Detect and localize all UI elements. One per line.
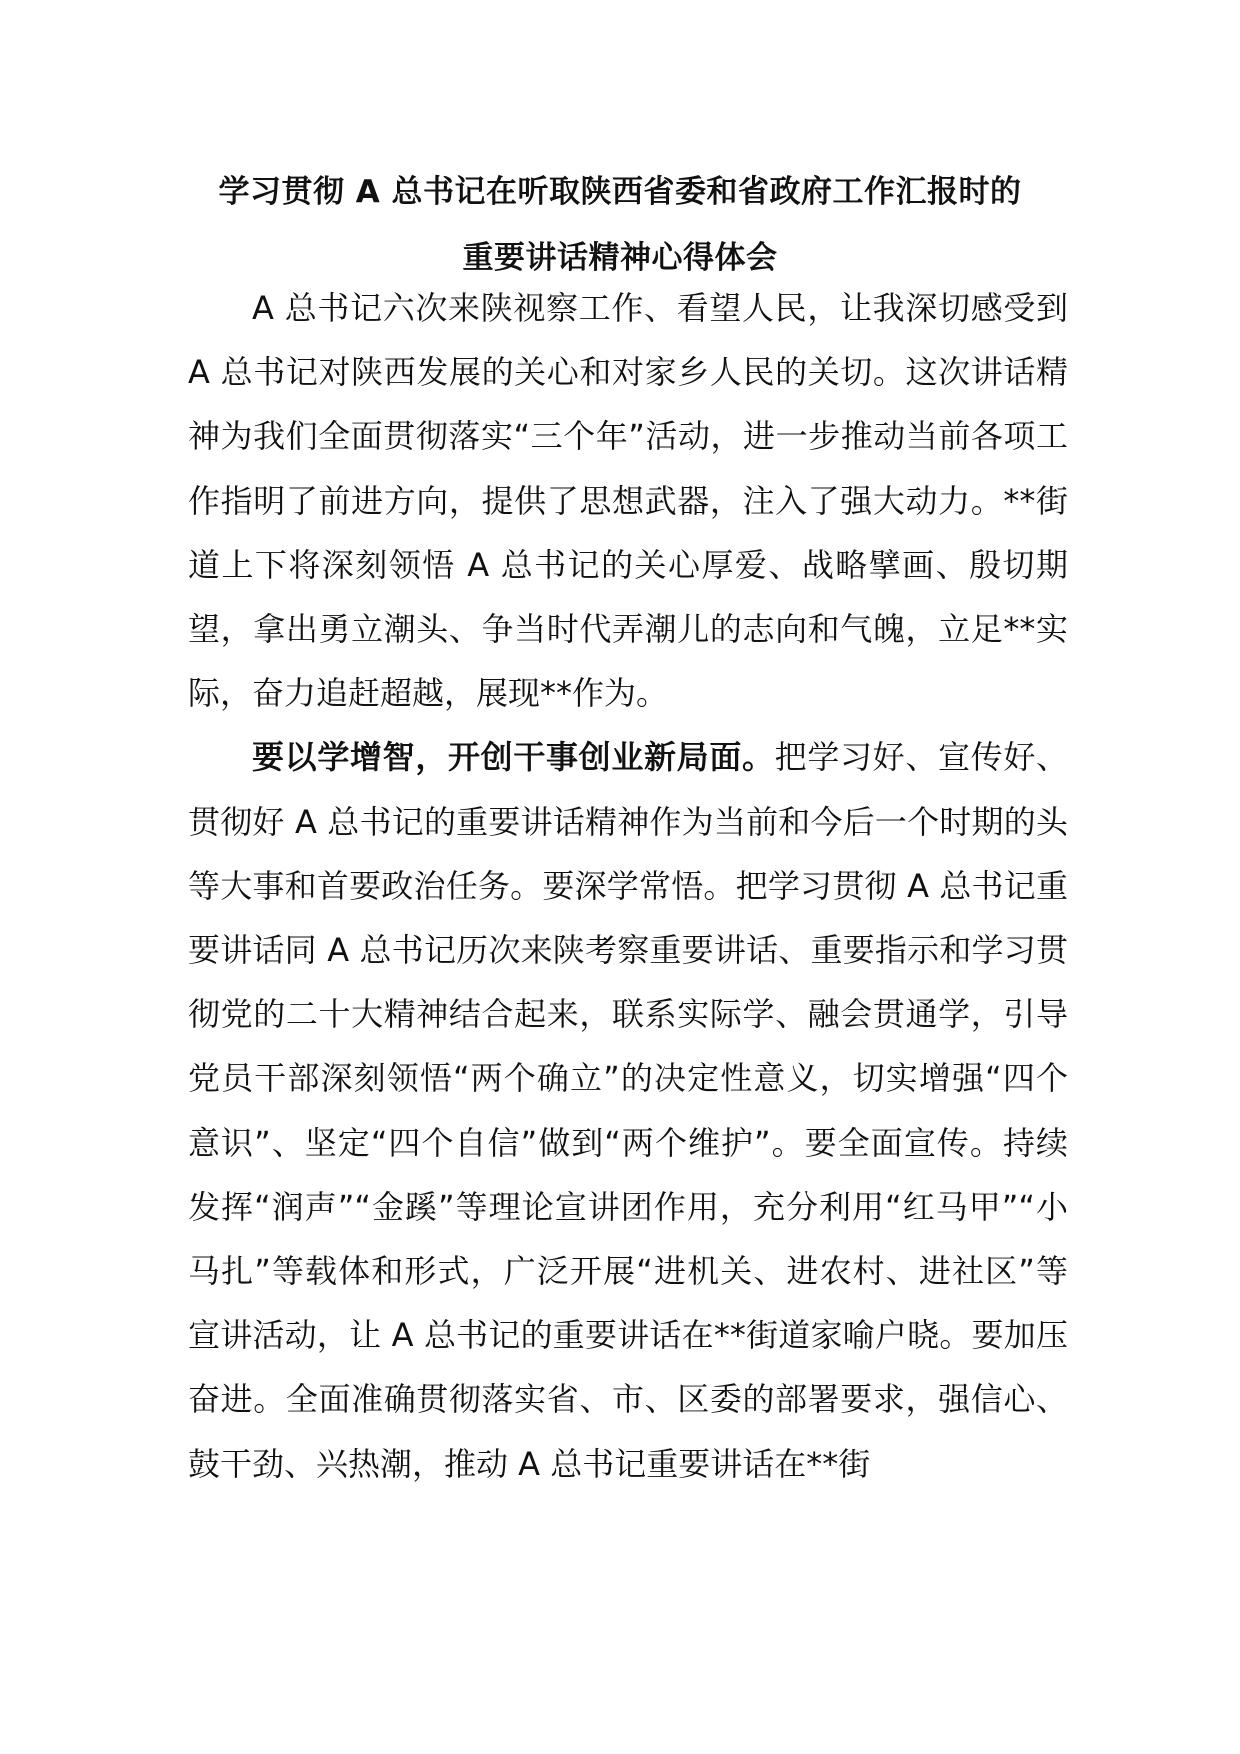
document-title-line-2: 重要讲话精神心得体会 xyxy=(462,240,778,276)
document-body xyxy=(188,276,1068,1496)
paragraph-2-text: 把学习好、宣传好、贯彻好 A 总书记的重要讲话精神作为当前和今后一个时期的头等大事和首要政治任务。要深学常悟。把学习贯彻 A 总书记重要讲话同 A 总书记历次来陕考察重要讲话、重要指示和学习贯彻党的二十大精神结合起来，联系实际学、融会贯通学，引导党员干部深刻领悟“两个确立”的决定性意义，切实增强“四个意识”、坚定“四个自信”做到“两个维护”。要全面宣传。持续发挥“润声”“金蹊”等理论宣讲团作用，充分利用“红马甲”“小马扎”等载体和形式，广泛开展“进机关、进农村、进社区”等宣讲活动，让 A 总书记的重要讲话在**街道家喻户晓。要加压奋进。全面准确贯彻落实省、市、区委的部署要求，强信心、鼓干劲、兴热潮，推动 A 总书记重要讲话在**街 xyxy=(188,738,1068,1483)
paragraph-2-lead: 要以学增智，开创干事创业新局面。 xyxy=(252,738,775,777)
paragraph-2 xyxy=(188,725,1068,1495)
paragraph-1 xyxy=(188,276,1068,725)
document-title-line-1: 学习贯彻 A 总书记在听取陕西省委和省政府工作汇报时的 xyxy=(218,174,1022,210)
paragraph-1-text: A 总书记六次来陕视察工作、看望人民，让我深切感受到 A 总书记对陕西发展的关心和对家乡人民的关切。这次讲话精神为我们全面贯彻落实“三个年”活动，进一步推动当前各项工作指明了前进方向，提供了思想武器，注入了强大动力。**街道上下将深刻领悟 A 总书记的关心厚爱、战略擘画、殷切期望，拿出勇立潮头、争当时代弄潮儿的志向和气魄，立足**实际，奋力追赶超越，展现**作为。 xyxy=(188,289,1068,713)
